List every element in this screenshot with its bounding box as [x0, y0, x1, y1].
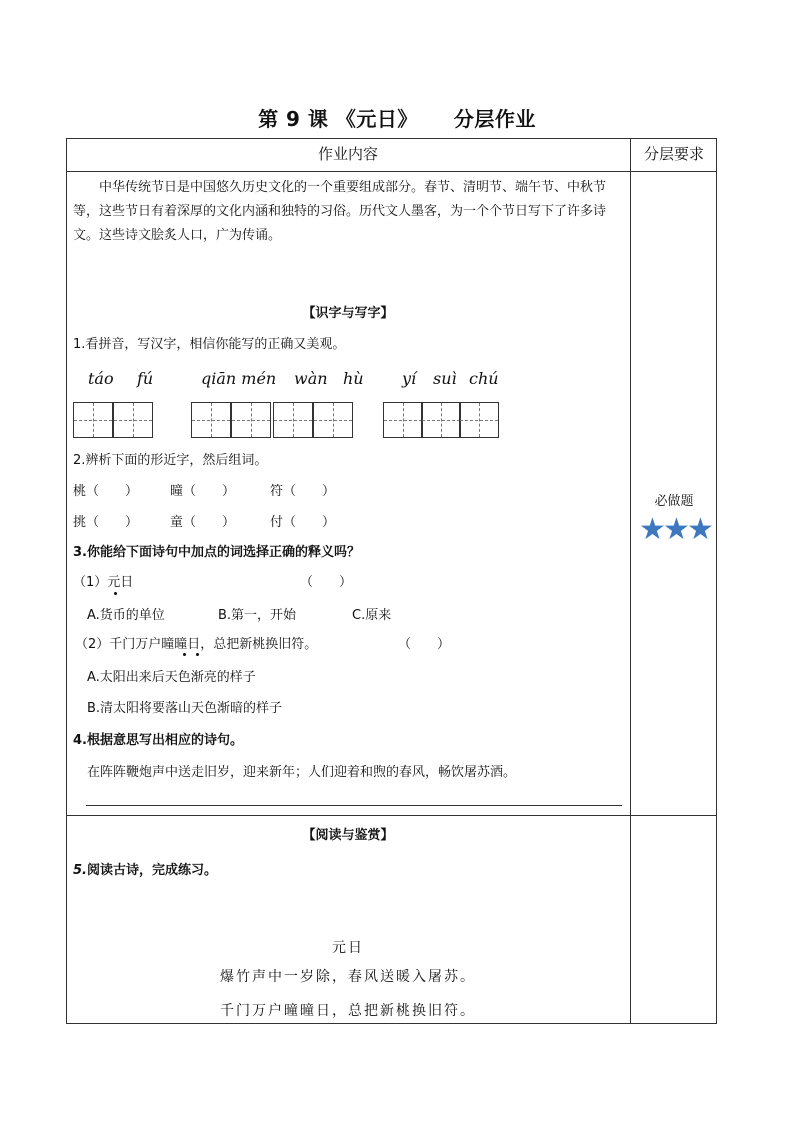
pinyin-wan: wàn	[294, 369, 328, 388]
writing-cell[interactable]	[191, 402, 231, 438]
question-4: 4.根据意思写出相应的诗句。	[73, 733, 243, 748]
poem-line-1: 爆竹声中一岁除，春风送暖入屠苏。	[220, 969, 476, 985]
pinyin-chu: chú	[469, 369, 499, 388]
q3-2-option-a[interactable]: A.太阳出来后天色渐亮的样子	[87, 670, 256, 685]
page-title	[0, 103, 794, 132]
pinyin-yi: yí	[402, 369, 417, 388]
answer-line[interactable]	[86, 805, 622, 806]
q3-1-option-c[interactable]: C.原来	[352, 608, 392, 623]
q3-1-answer[interactable]: （ ）	[300, 575, 353, 590]
emphasis-dot	[114, 592, 117, 595]
pinyin-qianmen: qiān mén	[201, 369, 277, 388]
word-tao[interactable]: 桃（ ）	[73, 484, 139, 499]
writing-cell[interactable]	[383, 402, 423, 438]
star-icon: ★	[687, 512, 714, 547]
writing-cell[interactable]	[73, 402, 113, 438]
level-required-label: 必做题	[654, 494, 694, 509]
column-divider	[630, 138, 631, 1024]
emphasis-dot	[196, 653, 199, 656]
word-tiao[interactable]: 挑（ ）	[73, 515, 139, 530]
header-level: 分层要求	[643, 145, 704, 163]
pinyin-sui: suì	[433, 369, 457, 388]
section-literacy-title: 【识字与写字】	[302, 306, 394, 321]
q3-1-option-a[interactable]: A.货币的单位	[87, 608, 165, 623]
question-1: 1.看拼音，写汉字，相信你能写的正确又美观。	[73, 337, 346, 352]
writing-cell[interactable]	[273, 402, 313, 438]
star-icon: ★	[639, 512, 666, 547]
question-5-text: 阅读古诗，完成练习。	[86, 863, 217, 878]
section-reading-title: 【阅读与鉴赏】	[302, 828, 394, 843]
question-2: 2.辨析下面的形近字，然后组词。	[73, 453, 268, 468]
pinyin-fu: fú	[137, 369, 154, 388]
title-lesson: 第 9 课 《元日》	[258, 107, 418, 131]
header-divider	[66, 171, 717, 172]
q3-2-prompt: （2）千门万户曈曈日，总把新桃换旧符。	[75, 637, 318, 652]
question-5-number: 5.	[73, 863, 87, 878]
star-icon: ★	[663, 512, 690, 547]
poem-line-2: 千门万户曈曈日，总把新桃换旧符。	[220, 1003, 476, 1019]
question-5	[73, 859, 217, 878]
writing-cell[interactable]	[421, 402, 461, 438]
emphasis-dot	[183, 653, 186, 656]
q3-1-option-b[interactable]: B.第一，开始	[218, 608, 297, 623]
intro-paragraph: 中华传统节日是中国悠久历史文化的一个重要组成部分。春节、清明节、端午节、中秋节等，这些节日有着深厚的文化内涵和独特的习俗。历代文人墨客，为一个个节日写下了许多诗文。这些诗文脍炙人口，广为传诵。	[73, 180, 607, 243]
writing-cell[interactable]	[459, 402, 499, 438]
row-divider	[66, 815, 717, 816]
writing-cell[interactable]	[231, 402, 271, 438]
word-fu[interactable]: 符（ ）	[270, 484, 336, 499]
word-fu2[interactable]: 付（ ）	[270, 515, 336, 530]
q3-2-option-b[interactable]: B.清太阳将要落山天色渐暗的样子	[87, 701, 283, 716]
pinyin-hu: hù	[343, 369, 364, 388]
homework-table	[66, 138, 717, 1024]
writing-cell[interactable]	[313, 402, 353, 438]
pinyin-tao: táo	[88, 369, 114, 388]
writing-cell[interactable]	[113, 402, 153, 438]
header-content: 作业内容	[317, 145, 378, 163]
word-tong[interactable]: 曈（ ）	[170, 484, 236, 499]
question-4-text: 在阵阵鞭炮声中送走旧岁，迎来新年；人们迎着和煦的春风，畅饮屠苏酒。	[87, 765, 517, 780]
poem-title: 元日	[332, 940, 364, 956]
q3-1-prompt: （1）元日	[73, 575, 134, 590]
q3-2-answer[interactable]: （ ）	[398, 637, 451, 652]
word-tong2[interactable]: 童（ ）	[170, 515, 236, 530]
title-homework: 分层作业	[453, 107, 536, 131]
question-3: 3.你能给下面诗句中加点的词选择正确的释义吗？	[73, 545, 360, 560]
